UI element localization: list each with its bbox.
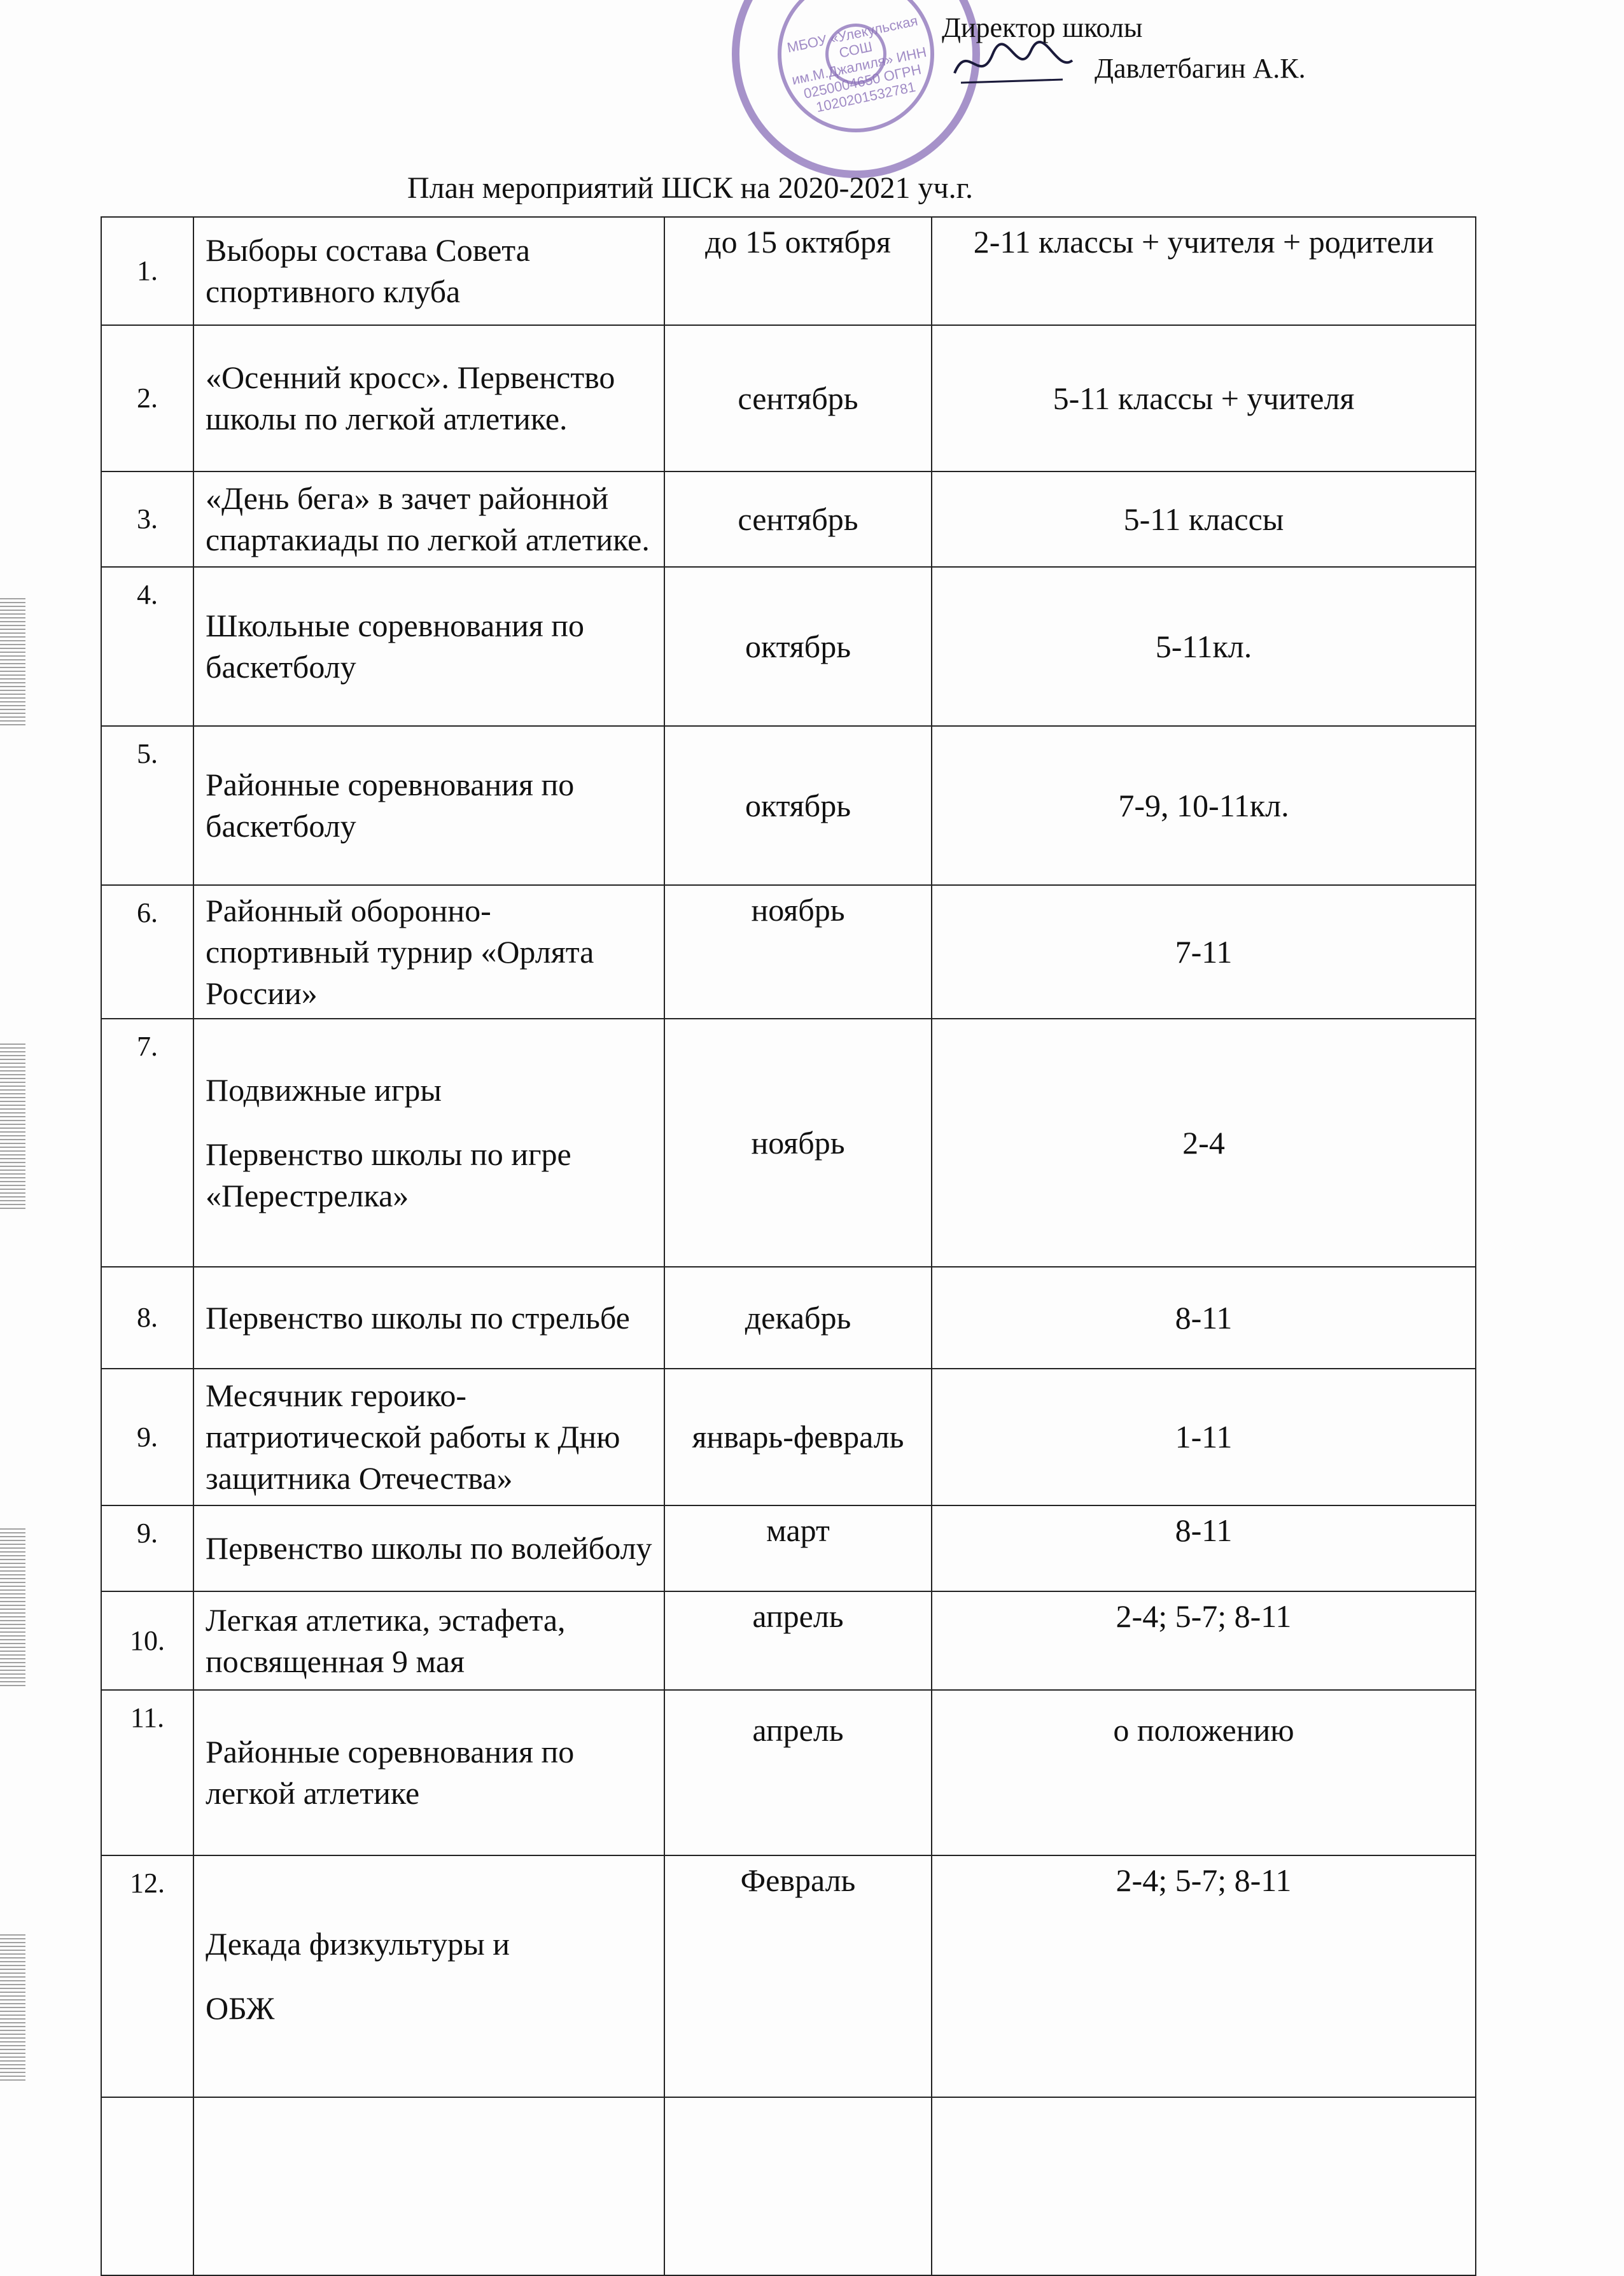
scan-artifact [0,1934,25,2081]
row-number: 8. [101,1267,193,1369]
event-name: «День бега» в зачет районной спартакиады по легкой атлетике. [193,471,664,567]
event-name-line: ОБЖ [206,1990,275,2026]
row-number: 1. [101,217,193,325]
event-name: «Осенний кросс». Первенство школы по легкой атлетике. [193,325,664,471]
event-participants: 8-11 [932,1267,1476,1369]
event-participants: 2-11 классы + учителя + родители [932,217,1476,325]
event-name-line: Подвижные игры [206,1072,442,1108]
event-date: декабрь [664,1267,932,1369]
event-date: Февраль [664,1855,932,2097]
event-participants: о положению [932,1690,1476,1855]
event-date: январь-февраль [664,1369,932,1505]
event-participants: 7-9, 10-11кл. [932,726,1476,885]
table-row [101,471,1476,567]
event-date: апрель [664,1690,932,1855]
empty-cell [193,2097,664,2275]
empty-cell [932,2097,1476,2275]
event-name: Месячник героико-патриотической работы к Дню защитника Отечества» [193,1369,664,1505]
director-title: Директор школы [942,12,1143,43]
event-participants: 2-4; 5-7; 8-11 [932,1855,1476,2097]
row-number: 7. [101,1019,193,1267]
event-name [193,1855,664,2097]
row-number: 10. [101,1591,193,1690]
event-name: Районные соревнования по легкой атлетике [193,1690,664,1855]
table-row [101,1690,1476,1855]
table-row [101,1267,1476,1369]
events-table [101,216,1476,2276]
event-participants: 8-11 [932,1505,1476,1591]
table-row [101,217,1476,325]
row-number: 9. [101,1505,193,1591]
scan-artifact [0,1527,25,1686]
event-participants: 2-4 [932,1019,1476,1267]
row-number: 3. [101,471,193,567]
empty-cell [664,2097,932,2275]
event-participants: 2-4; 5-7; 8-11 [932,1591,1476,1690]
table-row [101,1591,1476,1690]
event-name: Районные соревнования по баскетболу [193,726,664,885]
event-name-line: Первенство школы по игре «Перестрелка» [206,1136,571,1213]
scan-artifact [0,598,25,725]
director-name: Давлетбагин А.К. [1095,53,1306,84]
table-row [101,1505,1476,1591]
table-row [101,726,1476,885]
stamp-text: МБОУ «Улекульская СОШ им.М.Джалиля» ИНН 0250004650 ОГРН 1020201532781 [785,12,928,116]
event-date: октябрь [664,726,932,885]
event-name: Выборы состава Совета спортивного клуба [193,217,664,325]
event-date: ноябрь [664,885,932,1019]
row-number: 4. [101,567,193,726]
event-participants: 5-11 классы + учителя [932,325,1476,471]
table-row [101,1855,1476,2097]
document-title: План мероприятий ШСК на 2020-2021 уч.г. [407,171,973,205]
event-date: до 15 октября [664,217,932,325]
event-date: март [664,1505,932,1591]
event-name [193,1019,664,1267]
event-name: Легкая атлетика, эстафета, посвященная 9 мая [193,1591,664,1690]
row-number: 2. [101,325,193,471]
empty-cell [101,2097,193,2275]
row-number: 6. [101,885,193,1019]
table-row [101,885,1476,1019]
table-row [101,325,1476,471]
table-row-empty [101,2097,1476,2275]
table-row [101,1369,1476,1505]
event-date: сентябрь [664,471,932,567]
event-participants: 7-11 [932,885,1476,1019]
event-name-line: Декада физкультуры и [206,1926,510,1962]
event-name: Первенство школы по стрельбе [193,1267,664,1369]
event-participants: 5-11кл. [932,567,1476,726]
event-name: Школьные соревнования по баскетболу [193,567,664,726]
row-number: 5. [101,726,193,885]
event-name: Первенство школы по волейболу [193,1505,664,1591]
row-number: 12. [101,1855,193,2097]
event-date: ноябрь [664,1019,932,1267]
table-row [101,1019,1476,1267]
event-date: октябрь [664,567,932,726]
event-date: апрель [664,1591,932,1690]
signature [948,35,1075,92]
event-participants: 1-11 [932,1369,1476,1505]
row-number: 9. [101,1369,193,1505]
event-date: сентябрь [664,325,932,471]
event-name: Районный оборонно-спортивный турнир «Орлята России» [193,885,664,1019]
event-participants: 5-11 классы [932,471,1476,567]
scan-artifact [0,1044,25,1209]
table-row [101,567,1476,726]
row-number: 11. [101,1690,193,1855]
